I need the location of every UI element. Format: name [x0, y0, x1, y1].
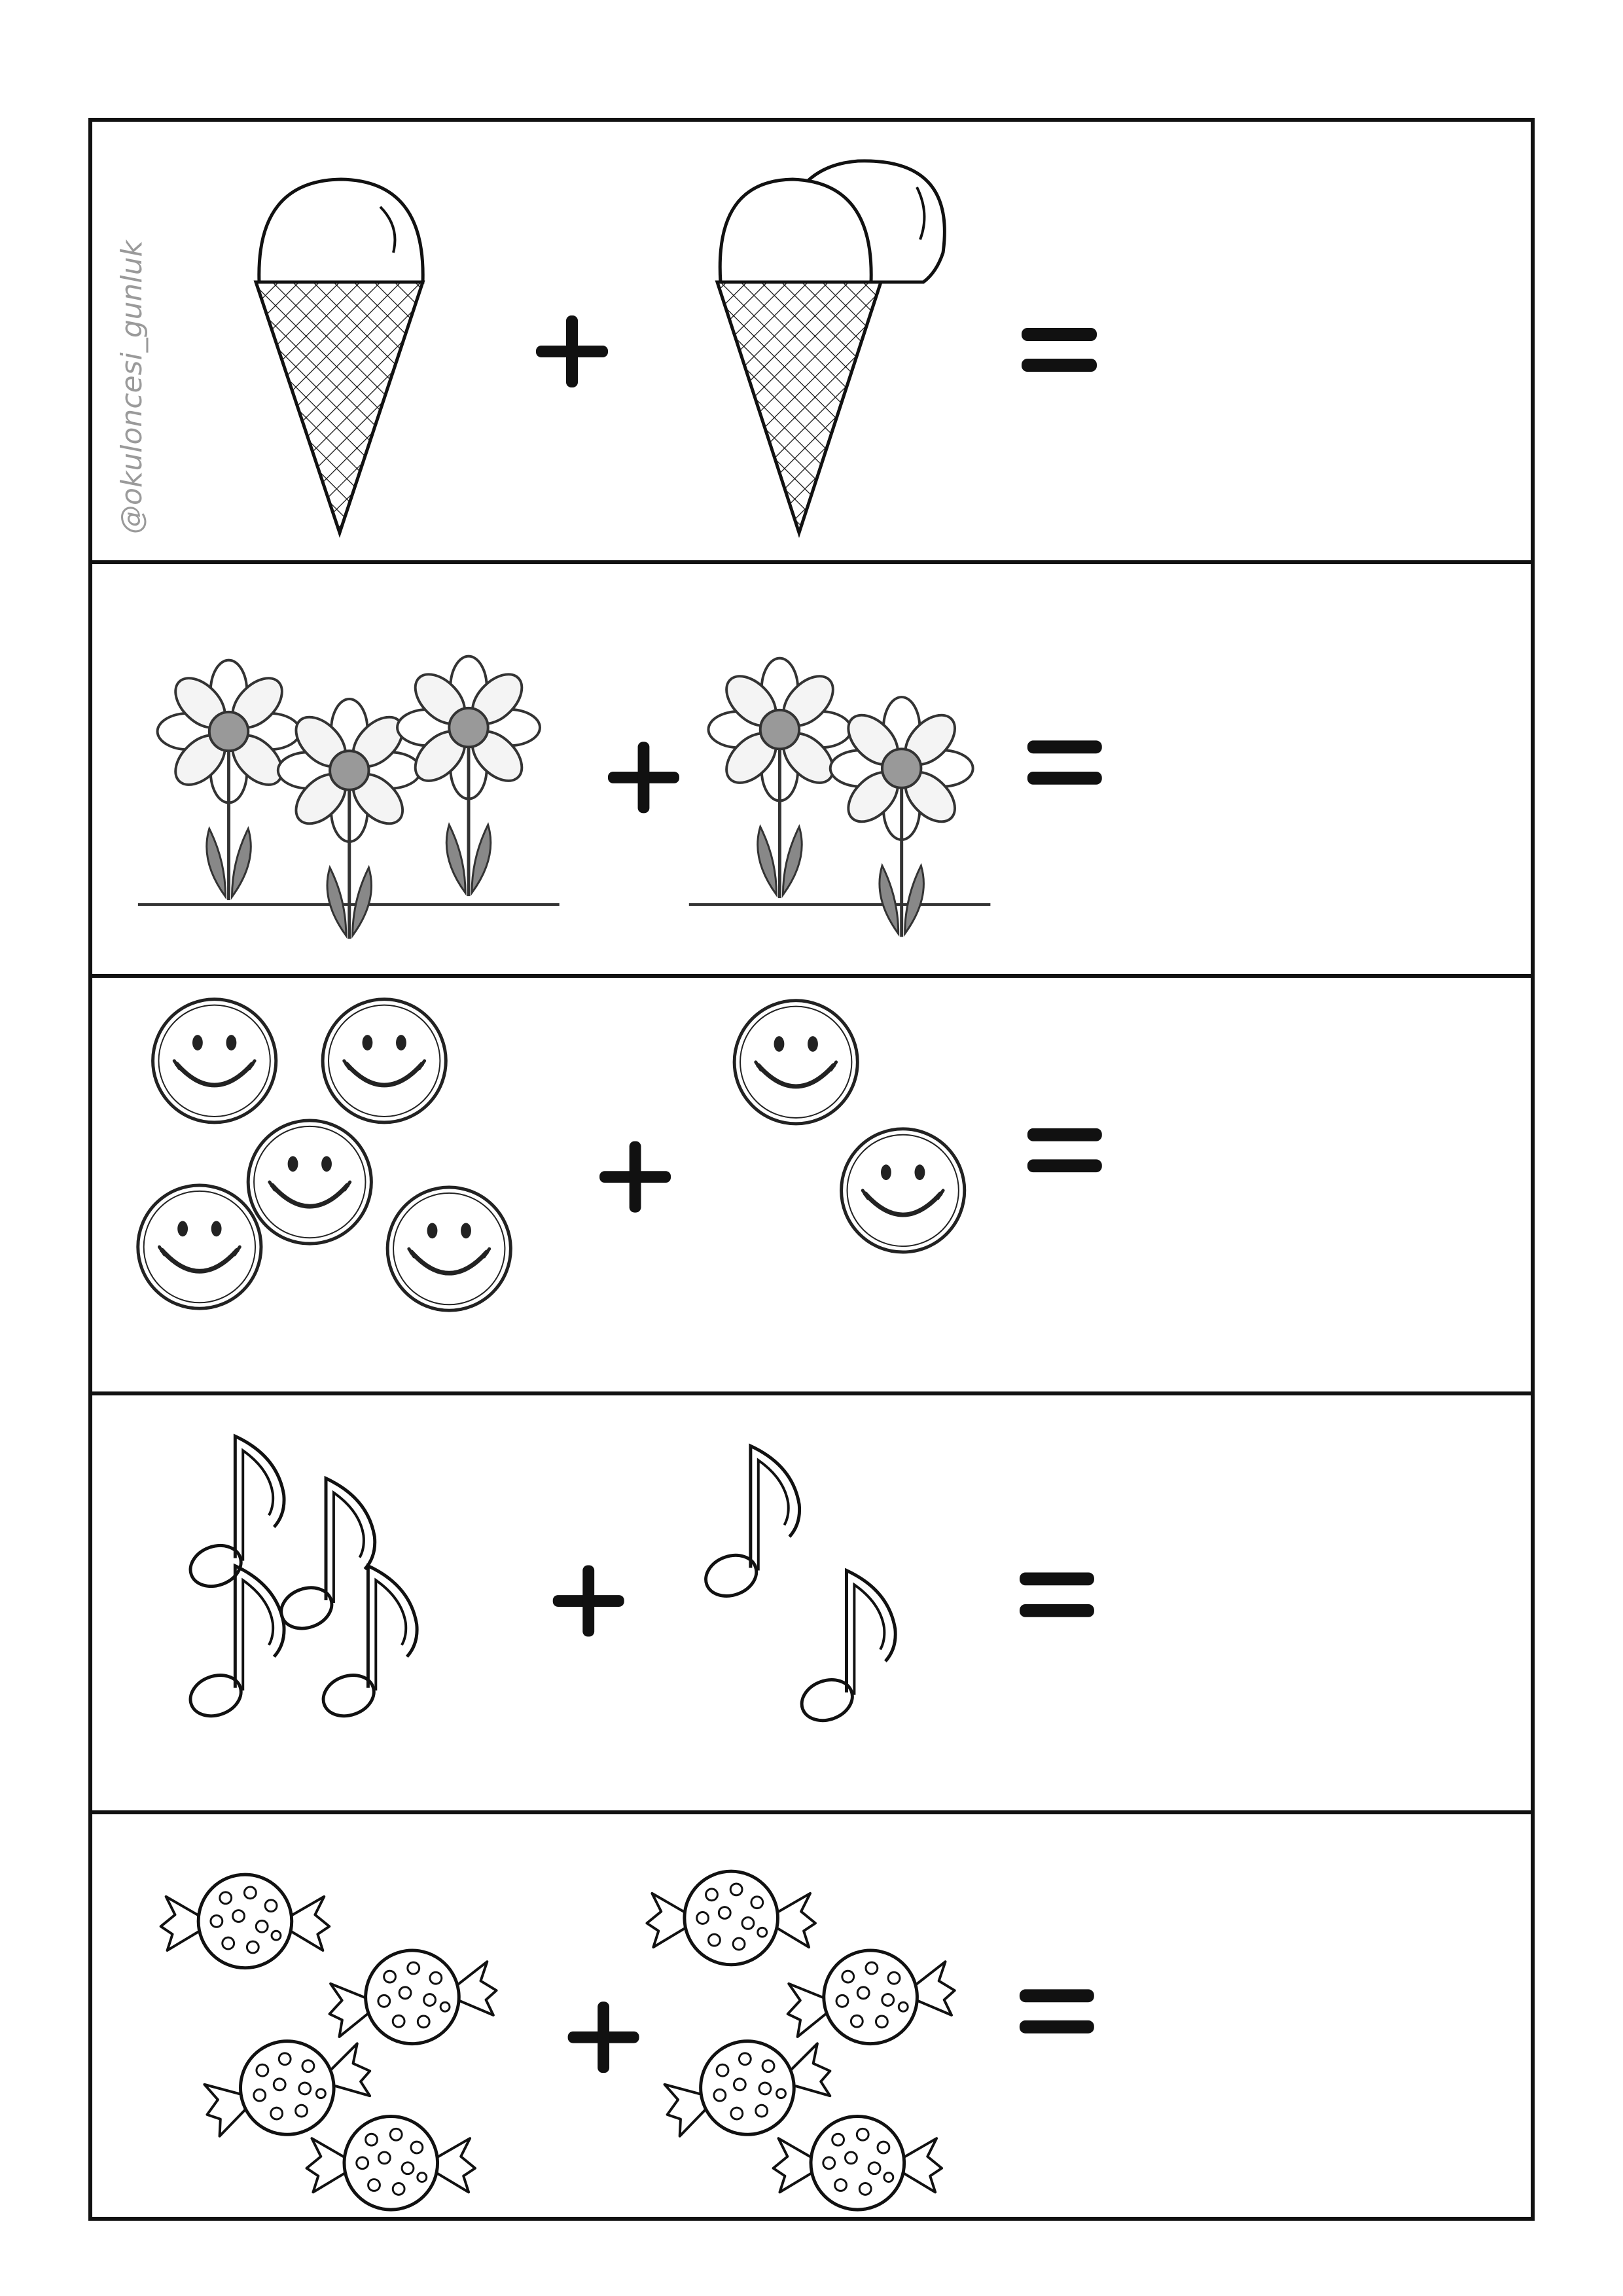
smiley-face-icon [734, 1001, 857, 1124]
flower-icon [397, 656, 540, 896]
plus-sign [553, 1566, 624, 1637]
ice-cream-icon [717, 161, 944, 533]
music-note-icon [700, 1446, 800, 1603]
row-music-notes [92, 1391, 1531, 1810]
equals-sign [1022, 328, 1097, 372]
row-smiley-faces [92, 974, 1531, 1391]
equals-sign [1027, 1128, 1102, 1172]
music-note-icon [276, 1479, 375, 1636]
plus-sign [599, 1141, 671, 1213]
flower-icon [830, 697, 973, 937]
smiley-face-icon [153, 999, 276, 1122]
smiley-face-icon [248, 1121, 371, 1244]
plus-sign [608, 742, 679, 813]
candy-icon [307, 2116, 475, 2210]
smiley-face-icon [842, 1129, 965, 1252]
equals-sign [1020, 1572, 1094, 1617]
candy-icon [774, 2116, 942, 2210]
candy-icon [161, 1874, 329, 1968]
candy-icon [647, 1871, 815, 1965]
candy-icon [323, 1939, 503, 2055]
plus-sign [568, 2001, 639, 2073]
flower-icon [709, 658, 851, 898]
smiley-face-icon [138, 1185, 261, 1308]
watermark-text: @okuloncesi_gunluk [115, 240, 149, 534]
equals-sign [1027, 740, 1102, 784]
ice-cream-icon [256, 179, 423, 533]
candy-icon [781, 1939, 961, 2055]
row-ice-cream [92, 122, 1531, 560]
row-candies [92, 1810, 1531, 2217]
worksheet-frame [88, 118, 1535, 2221]
music-note-icon [796, 1570, 895, 1727]
row-flowers [92, 560, 1531, 974]
candy-icon [654, 2021, 841, 2155]
plus-sign [536, 315, 608, 387]
music-note-icon [185, 1566, 284, 1723]
smiley-face-icon [323, 999, 446, 1122]
smiley-face-icon [387, 1187, 510, 1310]
flower-icon [158, 660, 300, 900]
equals-sign [1020, 1989, 1094, 2033]
